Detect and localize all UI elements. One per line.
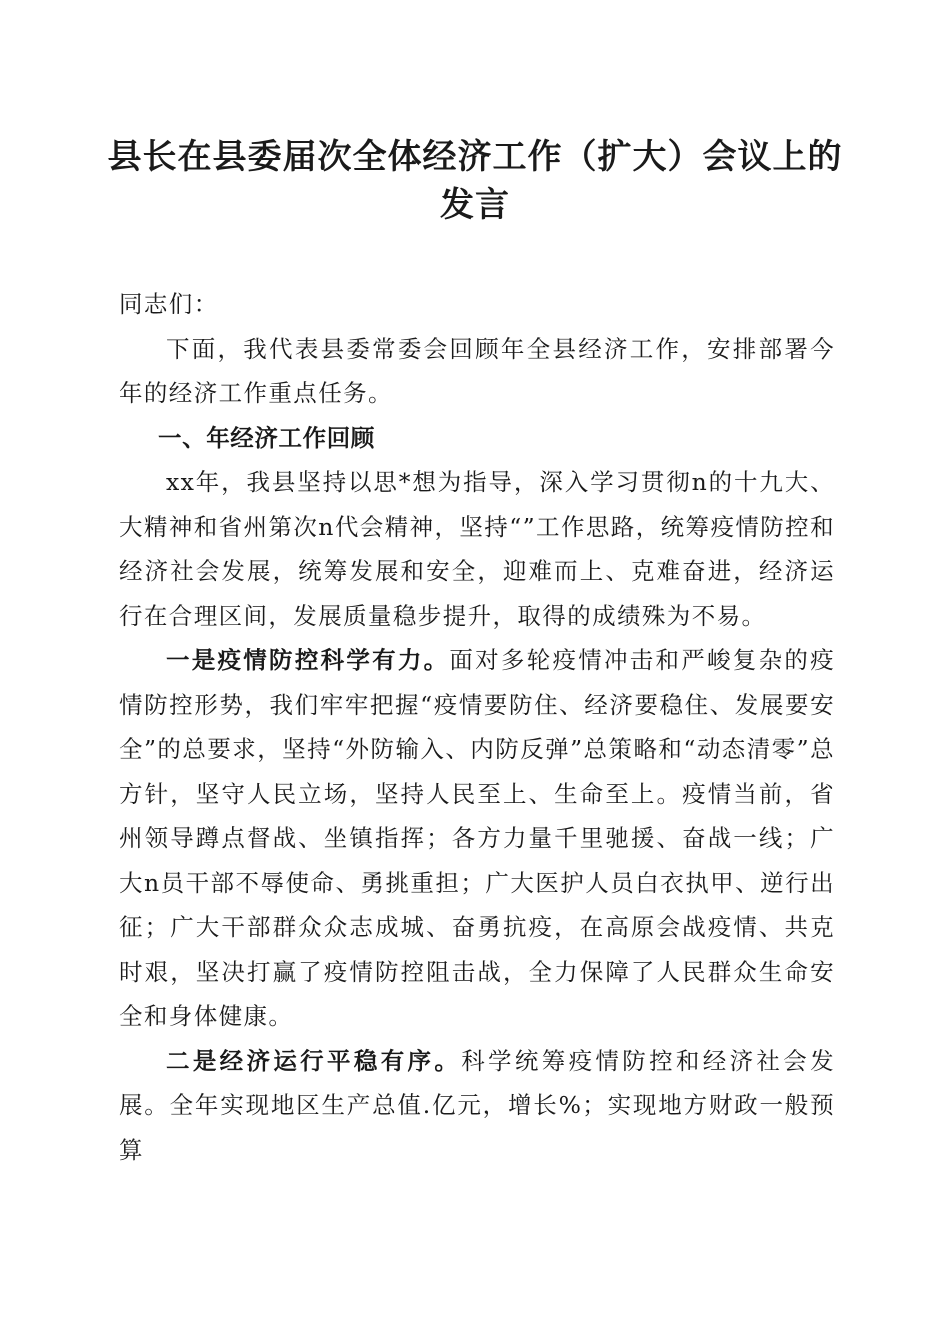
section-heading: 一、年经济工作回顾 xyxy=(158,423,375,452)
paragraph-text: 科学统筹疫情防控和经济社会发展。全年实现地区生产总值.亿元，增长%；实现地方财政一般预算 xyxy=(119,1046,835,1164)
paragraph-lead: 二是经济运行平稳有序。 xyxy=(166,1046,462,1075)
document-body xyxy=(119,282,835,1172)
salutation: 同志们： xyxy=(119,290,219,318)
document-title: 县长在县委届次全体经济工作（扩大）会议上的发言 xyxy=(107,137,843,225)
paragraph-lead: 一是疫情防控科学有力。 xyxy=(166,646,450,674)
economy-paragraph xyxy=(119,1039,835,1173)
epidemic-paragraph xyxy=(119,638,835,1039)
review-paragraph: xx年，我县坚持以思*想为指导，深入学习贯彻n的十九大、大精神和省州第次n代会精神，坚持“”工作思路，统筹疫情防控和经济社会发展，统筹发展和安全，迎难而上、克难奋进，经济运行在合理区间，发展质量稳步提升，取得的成绩殊为不易。 xyxy=(119,468,835,630)
intro-paragraph: 下面，我代表县委常委会回顾年全县经济工作，安排部署今年的经济工作重点任务。 xyxy=(119,334,835,407)
paragraph-text: 面对多轮疫情冲击和严峻复杂的疫情防控形势，我们牢牢把握“疫情要防住、经济要稳住、发展要安全”的总要求，坚持“外防输入、内防反弹”总策略和“动态清零”总方针，坚守人民立场，坚持人民至上、生命至上。疫情当前，省州领导蹲点督战、坐镇指挥；各方力量千里驰援、奋战一线；广大n员干部不辱使命、勇挑重担；广大医护人员白衣执甲、逆行出征；广大干部群众众志成城、奋勇抗疫，在高原会战疫情、共克时艰，坚决打赢了疫情防控阻击战，全力保障了人民群众生命安全和身体健康。 xyxy=(119,646,835,1030)
